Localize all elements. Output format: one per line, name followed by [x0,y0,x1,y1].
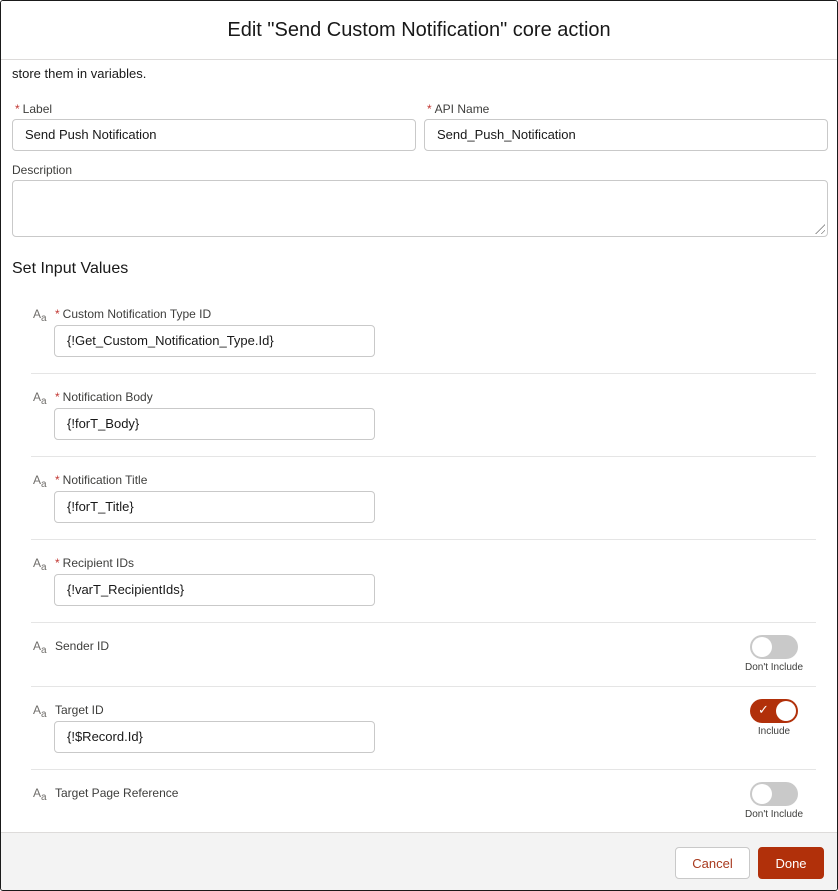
param-label: Target Page Reference [55,786,179,800]
toggle-knob [776,701,796,721]
param-sender-id [31,633,816,687]
param-custom-notification-type-id [31,301,816,374]
intro-text: store them in variables. [12,66,147,81]
required-marker: * [55,307,60,321]
required-marker: * [427,102,432,116]
toggle-label: Don't Include [744,662,804,673]
modal-footer [1,832,837,891]
label-input[interactable]: Send Push Notification [12,119,416,151]
description-textarea[interactable] [12,180,828,237]
param-label-text: Notification Title [62,473,148,487]
text-type-icon: $A_a$ [33,307,47,324]
toggle-label: Include [757,726,791,737]
text-type-icon: $A_a$ [33,390,47,407]
api-name-field-label-text: API Name [434,102,490,116]
param-notification-title [31,467,816,540]
param-label: Sender ID [55,639,110,653]
param-label [55,473,147,487]
modal-body[interactable] [1,60,837,832]
label-field-label-text: Label [22,102,53,116]
target-id-toggle[interactable] [750,699,798,723]
sender-id-toggle[interactable] [750,635,798,659]
target-id-toggle-group [739,699,809,737]
resize-handle-icon[interactable] [815,224,825,234]
target-id-input[interactable]: {!$Record.Id} [54,721,375,753]
required-marker: * [55,390,60,404]
toggle-label: Don't Include [744,809,804,820]
required-marker: * [55,473,60,487]
notification-body-input[interactable]: {!forT_Body} [54,408,375,440]
notification-title-input[interactable]: {!forT_Title} [54,491,375,523]
param-label [55,307,211,321]
required-marker: * [55,556,60,570]
api-name-field-label [427,102,489,116]
custom-notification-type-id-input[interactable]: {!Get_Custom_Notification_Type.Id} [54,325,375,357]
required-marker: * [15,102,20,116]
check-icon: ✓ [758,702,769,717]
param-label-text: Notification Body [62,390,153,404]
text-type-icon: $A_a$ [33,703,47,720]
text-type-icon: $A_a$ [33,786,47,803]
modal-header [1,1,837,60]
label-field-label [15,102,52,116]
param-recipient-ids [31,550,816,623]
cancel-button[interactable]: Cancel [675,847,750,879]
recipient-ids-input[interactable]: {!varT_RecipientIds} [54,574,375,606]
modal-title: Edit "Send Custom Notification" core action [227,18,611,41]
done-button[interactable]: Done [758,847,824,879]
api-name-input[interactable]: Send_Push_Notification [424,119,828,151]
param-label-text: Custom Notification Type ID [62,307,212,321]
sender-id-toggle-group [739,635,809,673]
target-page-reference-toggle-group [739,782,809,820]
param-label: Target ID [55,703,104,717]
param-notification-body [31,384,816,457]
text-type-icon: $A_a$ [33,639,47,656]
section-title: Set Input Values [12,260,129,277]
description-field-label: Description [12,163,73,177]
text-type-icon: $A_a$ [33,556,47,573]
target-page-reference-toggle[interactable] [750,782,798,806]
param-label [55,390,153,404]
param-label [55,556,134,570]
param-target-id [31,697,816,770]
param-label-text: Recipient IDs [62,556,135,570]
text-type-icon: $A_a$ [33,473,47,490]
param-target-page-reference [31,780,816,832]
toggle-knob [752,637,772,657]
toggle-knob [752,784,772,804]
